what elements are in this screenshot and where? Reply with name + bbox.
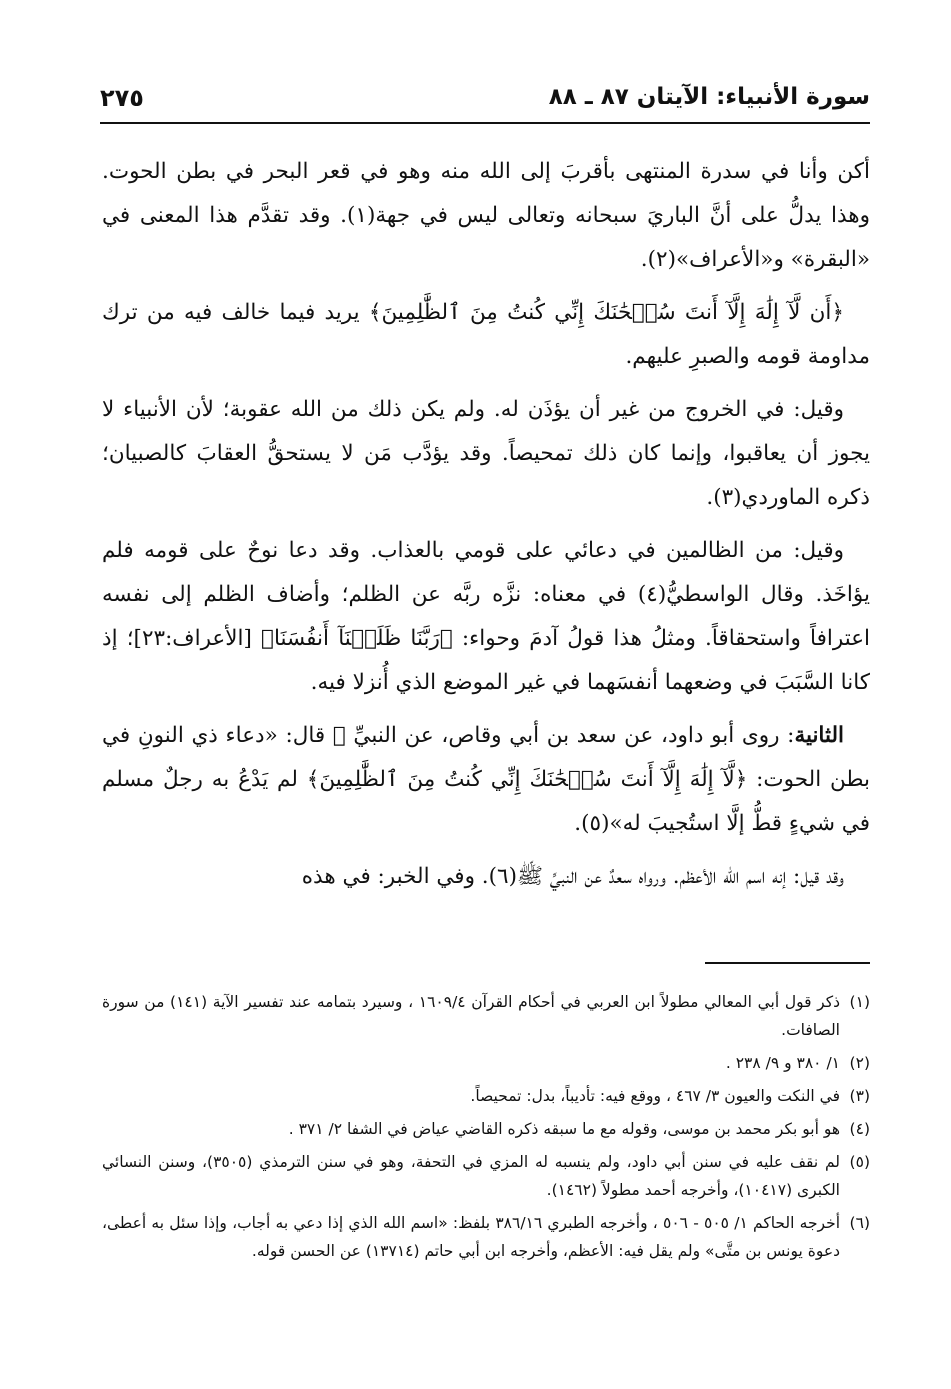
body-text [102,150,870,908]
paragraph-text: وقيل: في الخروج من غير أن يؤذَن له. ولم يكن ذلك من الله عقوبة؛ لأن الأنبياء لا يجوز أن يعاقبوا، وإنما كان ذلك تمحيصاً. وقد يؤدَّب مَن لا يستحقُّ العقابَ كالصبيان؛ ذكره الماوردي(٣). [102,397,870,510]
paragraph [102,150,870,282]
footnotes [102,988,870,1270]
page-number: ٢٧٥ [100,84,144,112]
paragraph-text: : روى أبو داود، عن سعد بن أبي وقاص، عن النبيِّ ﷺ قال: «دعاء ذي النونِ في بطن الحوت: ﴿لَّآ إِلَٰهَ إِلَّآ أَنتَ سُبۡحَٰنَكَ إِنِّي كُنتُ مِنَ ٱلظَّٰلِمِينَ﴾ لم يَدْعُ به رجلٌ مسلم في شيءٍ قطُّ إلَّا استُجيبَ له»(٥). [102,723,870,836]
footnote-mark: (٤) [849,1120,870,1138]
footnote-text: لم نقف عليه في سنن أبي داود، ولم ينسبه له المزي في التحفة، وهو في سنن الترمذي (٣٥٠٥)، وسنن النسائي الكبرى (١٠٤١٧)، وأخرجه أحمد مطولاً (١٤٦٢). [102,1153,840,1199]
footnote-text: ذكر قول أبي المعالي مطولاً ابن العربي في أحكام القرآن ١٦٠٩/٤ ، وسيرد بتمامه عند تفسير الآية (١٤١) من سورة الصافات. [102,993,840,1039]
paragraph [102,529,870,705]
section-lead: الثانية [794,723,844,748]
page-header [100,82,870,122]
paragraph [102,291,870,379]
footnote [102,1115,870,1143]
paragraph-text: ﴿أَن لَّآ إِلَٰهَ إِلَّآ أَنتَ سُبۡحَٰنَكَ إِنِّي كُنتُ مِنَ ٱلظَّٰلِمِينَ﴾ يريد فيما خالف فيه من ترك مداومة قومه والصبرِ عليهم. [102,300,870,369]
footnote [102,1082,870,1110]
footnote-mark: (٥) [849,1153,870,1171]
footnote-text: ١/ ٣٨٠ و ٩/ ٢٣٨ . [725,1054,840,1072]
paragraph [102,855,870,899]
footnote [102,1209,870,1265]
footnote-mark: (٣) [849,1087,870,1105]
header-rule [100,122,870,124]
footnote-rule [705,962,870,964]
footnote-mark: (١) [849,993,870,1011]
footnote [102,1049,870,1077]
footnote-text: أخرجه الحاكم ١/ ٥٠٥ - ٥٠٦ ، وأخرجه الطبري ٣٨٦/١٦ بلفظ: «اسم الله الذي إذا دعي به أجاب، وإذا سئل به أعطى، دعوة يونس بن متَّى» ولم يقل فيه: الأعظم، وأخرجه ابن أبي حاتم (١٣٧١٤) عن الحسن قوله. [102,1214,841,1260]
running-title: سورة الأنبياء: الآيتان ٨٧ ـ ٨٨ [548,84,870,110]
footnote [102,1148,870,1204]
paragraph [102,714,870,846]
paragraph [102,388,870,520]
footnote-mark: (٦) [849,1214,870,1232]
footnote-mark: (٢) [849,1054,870,1072]
footnote-text: في النكت والعيون ٣/ ٤٦٧ ، ووقع فيه: تأديباً، بدل: تمحيصاً. [470,1087,840,1105]
paragraph-text: أكن وأنا في سدرة المنتهى بأقربَ إلى الله منه وهو في قعر البحر في بطن الحوت. وهذا يدلُّ على أنَّ الباريَ سبحانه وتعالى ليس في جهة(١). وقد تقدَّم هذا المعنى في «البقرة» و«الأعراف»(٢). [102,159,871,272]
paragraph-text: وقد قيل: إنه اسم الله الأعظم. ورواه سعدٌ عن النبيِّ ﷺ(٦). وفي الخبر: في هذه [301,864,844,889]
footnote-text: هو أبو بكر محمد بن موسى، وقوله مع ما سبقه ذكره القاضي عياض في الشفا ٢/ ٣٧١ . [288,1120,840,1138]
paragraph-text: وقيل: من الظالمين في دعائي على قومي بالعذاب. وقد دعا نوحٌ على قومه فلم يؤاخَذ. وقال الواسطيُّ(٤) في معناه: نزَّه ربَّه عن الظلم؛ وأضاف الظلم إلى نفسه اعترافاً واستحقاقاً. ومثلُ هذا قولُ آدمَ وحواء: ﴿رَبَّنَا ظَلَمۡنَآ أَنفُسَنَا﴾ [الأعراف:٢٣]؛ إذ كانا السَّبَبَ في وضعهما أنفسَهما في غير الموضع الذي أُنزلا فيه. [102,538,870,695]
footnote [102,988,870,1044]
